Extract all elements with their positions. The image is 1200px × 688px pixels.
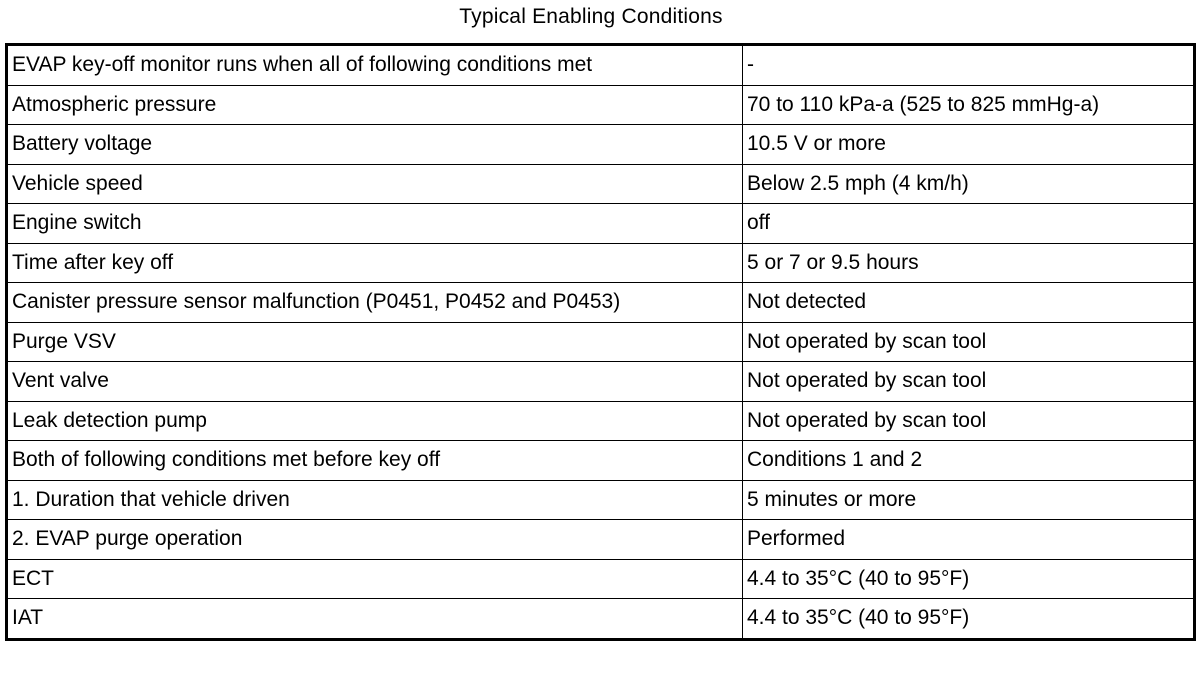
table-row — [7, 520, 1195, 560]
condition-cell: Canister pressure sensor malfunction (P0451, P0452 and P0453) — [7, 283, 743, 323]
table-row — [7, 243, 1195, 283]
value-cell: - — [743, 45, 1195, 86]
table-row — [7, 559, 1195, 599]
value-cell: Performed — [743, 520, 1195, 560]
table-row — [7, 164, 1195, 204]
table-title: Typical Enabling Conditions — [459, 5, 723, 28]
condition-cell: Time after key off — [7, 243, 743, 283]
value-cell: Not operated by scan tool — [743, 322, 1195, 362]
condition-cell: ECT — [7, 559, 743, 599]
value-cell: Conditions 1 and 2 — [743, 441, 1195, 481]
table-row — [7, 283, 1195, 323]
table-row — [7, 85, 1195, 125]
value-cell: Not operated by scan tool — [743, 401, 1195, 441]
value-cell: 5 or 7 or 9.5 hours — [743, 243, 1195, 283]
condition-cell: Leak detection pump — [7, 401, 743, 441]
value-cell: Not operated by scan tool — [743, 362, 1195, 402]
table-row — [7, 441, 1195, 481]
table-row — [7, 204, 1195, 244]
condition-cell: IAT — [7, 599, 743, 640]
table-row — [7, 322, 1195, 362]
table-row — [7, 599, 1195, 640]
table-row — [7, 480, 1195, 520]
condition-cell: Battery voltage — [7, 125, 743, 165]
condition-cell: Engine switch — [7, 204, 743, 244]
value-cell: 4.4 to 35°C (40 to 95°F) — [743, 599, 1195, 640]
value-cell: 5 minutes or more — [743, 480, 1195, 520]
condition-cell: 2. EVAP purge operation — [7, 520, 743, 560]
condition-cell: Vent valve — [7, 362, 743, 402]
table-row — [7, 401, 1195, 441]
condition-cell: Vehicle speed — [7, 164, 743, 204]
value-cell: off — [743, 204, 1195, 244]
value-cell: Not detected — [743, 283, 1195, 323]
table-row — [7, 362, 1195, 402]
condition-cell: EVAP key-off monitor runs when all of following conditions met — [7, 45, 743, 86]
value-cell: 70 to 110 kPa-a (525 to 825 mmHg-a) — [743, 85, 1195, 125]
condition-cell: Purge VSV — [7, 322, 743, 362]
condition-cell: Both of following conditions met before key off — [7, 441, 743, 481]
condition-cell: 1. Duration that vehicle driven — [7, 480, 743, 520]
table-row — [7, 45, 1195, 86]
value-cell: Below 2.5 mph (4 km/h) — [743, 164, 1195, 204]
enabling-conditions-table — [5, 43, 1196, 641]
table-row — [7, 125, 1195, 165]
condition-cell: Atmospheric pressure — [7, 85, 743, 125]
value-cell: 4.4 to 35°C (40 to 95°F) — [743, 559, 1195, 599]
value-cell: 10.5 V or more — [743, 125, 1195, 165]
